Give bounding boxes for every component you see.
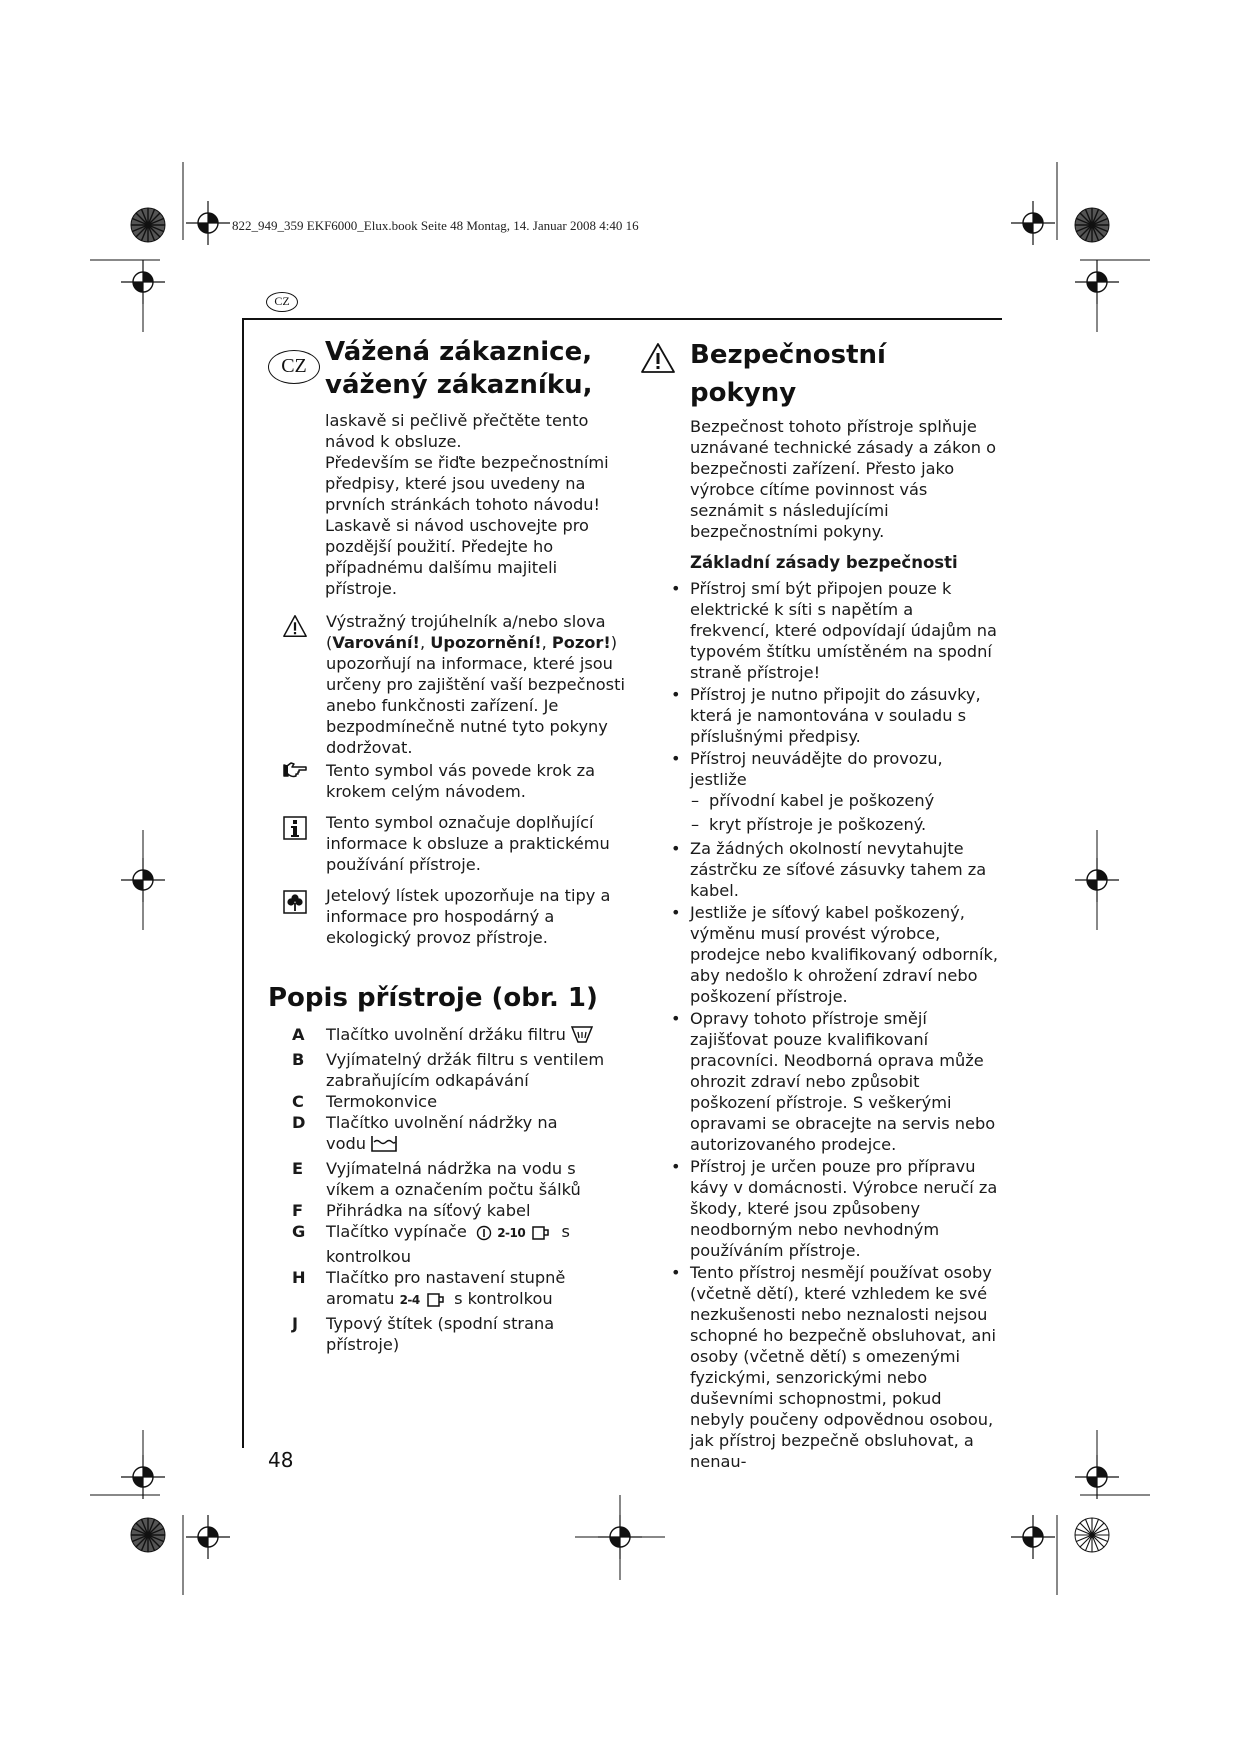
part-letter: H xyxy=(292,1268,306,1287)
part-row-j xyxy=(268,1313,628,1355)
power-cup-icon xyxy=(476,1225,492,1246)
part-row-g xyxy=(268,1221,628,1267)
part-letter: D xyxy=(292,1113,306,1132)
warning-triangle-icon xyxy=(282,613,308,639)
symbol-warning-text xyxy=(326,611,628,758)
part-description: Tlačítko vypínače xyxy=(326,1222,467,1241)
warning-word-varovani: Varování! xyxy=(332,633,420,652)
greeting-title-line1: Vážená zákaznice, xyxy=(325,337,593,367)
warning-separator: , xyxy=(419,633,431,652)
pointing-hand-icon xyxy=(282,757,308,783)
part-letter: C xyxy=(292,1092,304,1111)
part-text: Přihrádka na síťový kabel xyxy=(326,1201,531,1220)
warning-separator: , xyxy=(541,633,552,652)
symbol-info-row xyxy=(268,812,628,875)
greeting-section xyxy=(268,336,628,599)
part-row-a xyxy=(268,1024,628,1049)
left-column xyxy=(268,336,628,1355)
warning-word-upozorneni: Upozornění! xyxy=(430,633,542,652)
symbol-clover-row xyxy=(268,885,628,948)
safety-bullet-text: Přístroj neuvádějte do provozu, jestliže xyxy=(690,749,943,789)
safety-body xyxy=(690,416,998,1472)
greeting-paragraph: Především se řiďte bezpečnostními předpisy, které jsou uvedeny na prvních stránkách tohoto návodu! xyxy=(325,453,609,514)
part-text xyxy=(326,1112,566,1158)
part-letter: G xyxy=(292,1222,306,1241)
safety-sub-bullet: – kryt přístroje je poškozený. xyxy=(690,814,998,835)
greeting-title-line2: vážený zákazníku, xyxy=(325,370,593,400)
part-row-c xyxy=(268,1091,628,1112)
greeting-paragraph: laskavě si pečlivě přečtěte tento návod k obsluze. xyxy=(325,411,589,451)
greeting-paragraph: Laskavě si návod uschovejte pro pozdější použití. Předejte ho případnému dalšímu majiteli přístroje. xyxy=(325,516,589,598)
right-column xyxy=(636,336,998,1473)
warning-text-before: Výstražný trojúhelník a/nebo slova ( xyxy=(326,612,606,652)
part-text xyxy=(326,1024,628,1049)
cup-icon xyxy=(427,1292,445,1313)
part-text: Termokonvice xyxy=(326,1092,438,1111)
part-row-h xyxy=(268,1267,628,1313)
part-description: Tlačítko uvolnění držáku filtru xyxy=(326,1025,566,1044)
safety-bullet: • Přístroj je nutno připojit do zásuvky, která je namontována v souladu s příslušnými předpisy. xyxy=(671,684,998,747)
filter-holder-icon xyxy=(570,1024,594,1049)
safety-bullet-with-sublist xyxy=(671,748,998,835)
greeting-title xyxy=(325,336,628,402)
warning-triangle-icon xyxy=(640,342,676,378)
top-rule xyxy=(242,318,1002,320)
safety-bullet: • Tento přístroj nesmějí používat osoby (včetně dětí), které vzhledem ke své nezkušenosti nebo neznalosti nejsou schopné ho bezpečně obsluhovat, ani osoby (včetně dětí) s omezenými fyzickými, senzorickými nebo duševními schopnostmi, pokud nebyly poučeny odpovědnou osobou, jak přístroj bezpečně obsluhovat, a nenau- xyxy=(671,1262,998,1472)
part-row-e xyxy=(268,1158,628,1200)
symbol-hand-text: Tento symbol vás povede krok za krokem celým návodem. xyxy=(326,761,596,801)
safety-title: Bezpečnostní pokyny xyxy=(690,340,886,408)
cup-icon xyxy=(532,1225,550,1246)
warning-text-after: ) upozorňují na informace, které jsou určeny pro zajištění vaší bezpečnosti anebo funkčnosti zařízení. Je bezpodmínečně nutné tyto pokyny dodržovat. xyxy=(326,633,625,757)
part-description-after: s kontrolkou xyxy=(454,1289,553,1308)
part-letter: E xyxy=(292,1159,304,1178)
part-text xyxy=(326,1267,628,1313)
part-text: Vyjímatelná nádržka na vodu s víkem a označením počtu šálků xyxy=(326,1159,581,1199)
part-row-b xyxy=(268,1049,628,1091)
water-tank-icon xyxy=(370,1133,398,1158)
info-icon xyxy=(282,815,308,841)
language-tab: CZ xyxy=(266,292,298,312)
safety-sub-bullets xyxy=(690,790,998,835)
symbol-hand-row xyxy=(268,760,628,802)
warning-word-pozor: Pozor! xyxy=(551,633,611,652)
part-row-d xyxy=(268,1112,628,1158)
safety-header xyxy=(636,336,998,412)
symbol-warning-row xyxy=(268,611,628,758)
clover-leaf-icon xyxy=(282,889,308,915)
part-text xyxy=(326,1221,628,1267)
part-description-after: s kontrolkou xyxy=(326,1222,570,1266)
description-title: Popis přístroje (obr. 1) xyxy=(268,983,598,1013)
cups-label: 2-10 xyxy=(497,1226,526,1240)
safety-subheading: Základní zásady bezpečnosti xyxy=(690,553,958,572)
symbols-legend xyxy=(268,611,628,948)
language-badge: CZ xyxy=(268,350,320,384)
safety-bullet: • Za žádných okolností nevytahujte zástrčku ze síťové zásuvky tahem za kabel. xyxy=(671,838,998,901)
safety-bullet: • Přístroj smí být připojen pouze k elektrické k síti s napětím a frekvencí, které odpovídají údajům na typovém štítku umístěném na spodní straně přístroje! xyxy=(671,578,998,683)
cups-label: 2-4 xyxy=(399,1293,420,1307)
file-header-line: 822_949_359 EKF6000_Elux.book Seite 48 Montag, 14. Januar 2008 4:40 16 xyxy=(232,218,639,233)
part-row-f xyxy=(268,1200,628,1221)
safety-bullets xyxy=(671,578,998,1472)
symbol-clover-text: Jetelový lístek upozorňuje na tipy a informace pro hospodárný a ekologický provoz přístroje. xyxy=(326,886,611,947)
page-number: 48 xyxy=(268,1448,294,1472)
left-rule xyxy=(242,318,244,1448)
part-description: Tlačítko pro nastavení stupně aromatu xyxy=(326,1268,566,1308)
part-description: Tlačítko uvolnění nádržky na vodu xyxy=(326,1113,558,1153)
parts-list xyxy=(268,1024,628,1355)
part-text: Typový štítek (spodní strana přístroje) xyxy=(326,1314,555,1354)
part-letter: B xyxy=(292,1050,305,1069)
part-letter: A xyxy=(292,1025,305,1044)
part-letter: F xyxy=(292,1201,304,1220)
safety-intro: Bezpečnost tohoto přístroje splňuje uznávané technické zásady a zákon o bezpečnosti zařízení. Přesto jako výrobce cítíme povinnost vás seznámit s následujícími bezpečnostními pokyny. xyxy=(690,417,997,541)
safety-bullet: • Jestliže je síťový kabel poškozený, výměnu musí provést výrobce, prodejce nebo kvalifikovaný odborník, aby nedošlo k ohrožení zdraví nebo poškození přístroje. xyxy=(671,902,998,1007)
symbol-info-text: Tento symbol označuje doplňující informace k obsluze a praktickému používání přístroje. xyxy=(326,813,610,874)
part-letter: J xyxy=(292,1314,299,1333)
part-text: Vyjímatelný držák filtru s ventilem zabraňujícím odkapávání xyxy=(326,1050,605,1090)
greeting-text xyxy=(325,410,628,599)
safety-sub-bullet: – přívodní kabel je poškozený xyxy=(690,790,998,811)
safety-bullet: • Přístroj je určen pouze pro přípravu kávy v domácnosti. Výrobce neručí za škody, které jsou způsobeny neodborným nebo nevhodným používáním přístroje. xyxy=(671,1156,998,1261)
safety-bullet: • Opravy tohoto přístroje smějí zajišťovat pouze kvalifikovaní pracovníci. Neodborná oprava může ohrozit zdraví nebo způsobit poškození přístroje. S veškerými opravami se obracejte na servis nebo autorizovaného prodejce. xyxy=(671,1008,998,1155)
